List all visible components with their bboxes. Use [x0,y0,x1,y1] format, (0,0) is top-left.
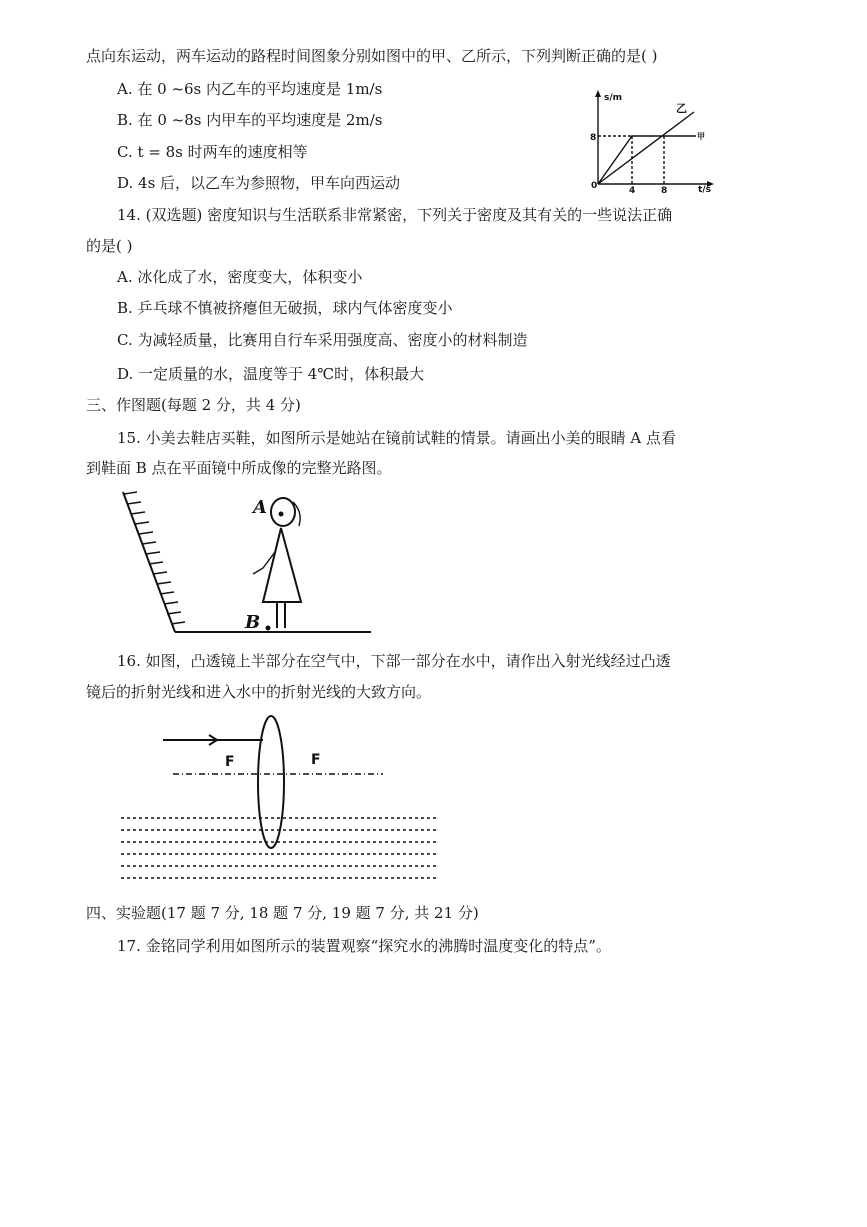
x-axis-label: t/s [698,185,711,195]
q14-option-d: D. 一定质量的水，温度等于 4℃时，体积最大 [117,365,425,383]
series-jia [598,136,696,184]
x-tick-4: 4 [629,186,636,196]
series-yi [598,112,694,184]
x-tick-8: 8 [661,186,668,196]
q14-option-a: A. 冰化成了水，密度变大，体积变小 [117,268,363,286]
q16-lens-figure [115,710,445,890]
label-yi: 乙 [676,102,687,115]
convex-lens [258,716,284,848]
q13-st-graph [590,88,720,196]
girl-head [271,498,295,526]
q15-mirror-figure [115,488,375,638]
plane-mirror [123,492,175,632]
q17-line1: 17. 金铭同学利用如图所示的装置观察“探究水的沸腾时温度变化的特点”。 [117,937,611,955]
shoe-point-b [266,626,271,631]
q13-option-c: C. t = 8s 时两车的速度相等 [117,143,308,161]
section4-heading: 四、实验题(17 题 7 分, 18 题 7 分, 19 题 7 分, 共 21 分) [86,904,479,922]
q13-stem-tail: 点向东运动，两车运动的路程时间图象分别如图中的甲、乙所示，下列判断正确的是( ) [86,47,658,65]
eye-point-a [279,512,284,517]
q15-line2: 到鞋面 B 点在平面镜中所成像的完整光路图。 [86,459,392,477]
y-axis-label: s/m [604,93,623,103]
q16-line1: 16. 如图，凸透镜上半部分在空气中，下部一部分在水中，请作出入射光线经过凸透 [117,652,671,670]
label-b: B [245,612,261,633]
origin-label: 0 [591,181,598,191]
q14-option-c: C. 为减轻质量，比赛用自行车采用强度高、密度小的材料制造 [117,331,528,349]
q14-stem-line2: 的是( ) [86,237,133,255]
water-surface [121,818,437,878]
girl-dress [263,528,301,602]
focus-right-label: F [311,752,321,768]
y-tick-8: 8 [590,133,597,143]
q16-line2: 镜后的折射光线和进入水中的折射光线的大致方向。 [86,683,432,701]
q14-option-b: B. 乒乓球不慎被挤瘪但无破损，球内气体密度变小 [117,299,453,317]
section3-heading: 三、作图题(每题 2 分，共 4 分) [86,396,301,414]
y-axis-arrow [595,90,601,97]
q14-stem-line1: 14. (双选题) 密度知识与生活联系非常紧密，下列关于密度及其有关的一些说法正确 [117,206,673,224]
q13-option-d: D. 4s 后，以乙车为参照物，甲车向西运动 [117,174,401,192]
label-jia: 甲 [697,132,705,141]
label-a: A [253,497,267,518]
mirror-hatching [124,492,185,624]
q13-option-a: A. 在 0 ~6s 内乙车的平均速度是 1m/s [117,80,383,98]
focus-left-label: F [225,754,235,770]
q15-line1: 15. 小美去鞋店买鞋，如图所示是她站在镜前试鞋的情景。请画出小美的眼睛 A 点看 [117,429,676,447]
q13-option-b: B. 在 0 ~8s 内甲车的平均速度是 2m/s [117,111,383,129]
